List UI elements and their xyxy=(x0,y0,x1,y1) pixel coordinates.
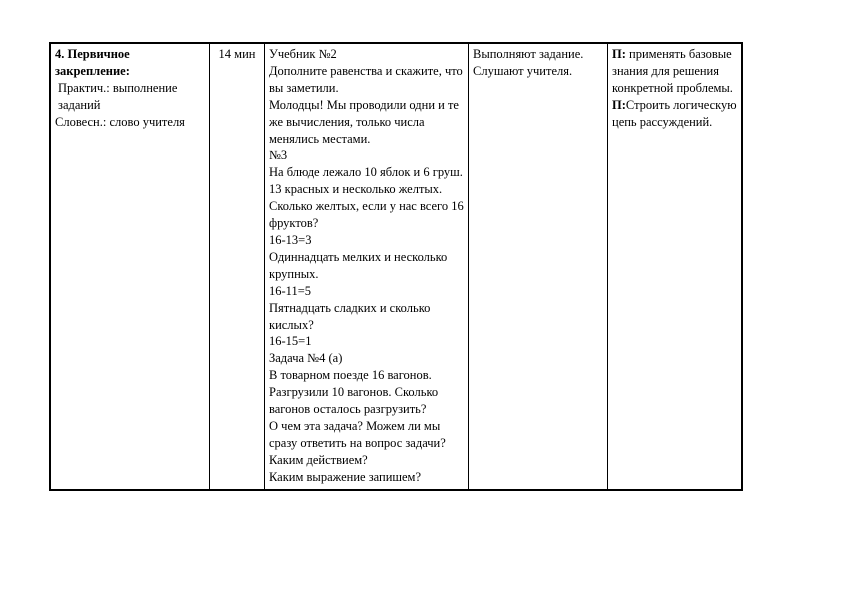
time-cell xyxy=(210,43,265,490)
teacher-line: Пятнадцать сладких и сколько кислых? xyxy=(269,300,431,332)
teacher-line: Задача №4 (а) xyxy=(269,351,343,366)
teacher-line: Одиннадцать мелких и несколько крупных. xyxy=(269,249,448,281)
teacher-line: Разгрузили 10 вагонов. Сколько вагонов осталось разгрузить? xyxy=(269,385,439,417)
teacher-line: №3 xyxy=(269,148,288,163)
teacher-line: Дополните равенства и скажите, что вы заметили. xyxy=(269,63,463,95)
uud-cell xyxy=(608,43,743,490)
teacher-line: Каким выражение запишем? xyxy=(269,469,422,484)
teacher-line: 16-11=5 xyxy=(269,283,311,298)
uud-text: применять базовые знания для решения конкретной проблемы. xyxy=(612,47,733,95)
teacher-line: О чем эта задача? Можем ли мы сразу ответить на вопрос задачи? Каким действием? xyxy=(269,418,446,467)
teacher-line: Учебник №2 xyxy=(269,47,337,61)
uud-label: П: xyxy=(612,97,626,112)
student-activity-text: Выполняют задание. Слушают учителя. xyxy=(473,47,584,78)
time-value: 14 мин xyxy=(218,47,256,61)
lesson-plan-table xyxy=(49,42,743,491)
uud-label: П: xyxy=(612,47,626,61)
stage-title: 4. Первичное закрепление: xyxy=(55,47,130,78)
stage-cell xyxy=(50,43,210,490)
teacher-line: В товарном поезде 16 вагонов. xyxy=(269,368,432,383)
uud-text: Строить логическую цепь рассуждений. xyxy=(612,97,737,129)
teacher-line: 13 красных и несколько желтых. Сколько желтых, если у нас всего 16 фруктов? xyxy=(269,182,464,231)
table-row xyxy=(50,43,742,490)
stage-method-practical: Практич.: выполнение заданий xyxy=(58,80,178,112)
teacher-line: 16-13=3 xyxy=(269,232,312,247)
student-activity-cell xyxy=(469,43,608,490)
uud-item xyxy=(612,46,737,97)
teacher-activity-cell xyxy=(265,43,469,490)
teacher-line: Молодцы! Мы проводили одни и те же вычисления, только числа менялись местами. xyxy=(269,97,459,146)
uud-item xyxy=(612,97,737,131)
stage-method-verbal: Словесн.: слово учителя xyxy=(55,114,185,129)
teacher-line: 16-15=1 xyxy=(269,334,312,349)
teacher-line: На блюде лежало 10 яблок и 6 груш. xyxy=(269,165,463,180)
